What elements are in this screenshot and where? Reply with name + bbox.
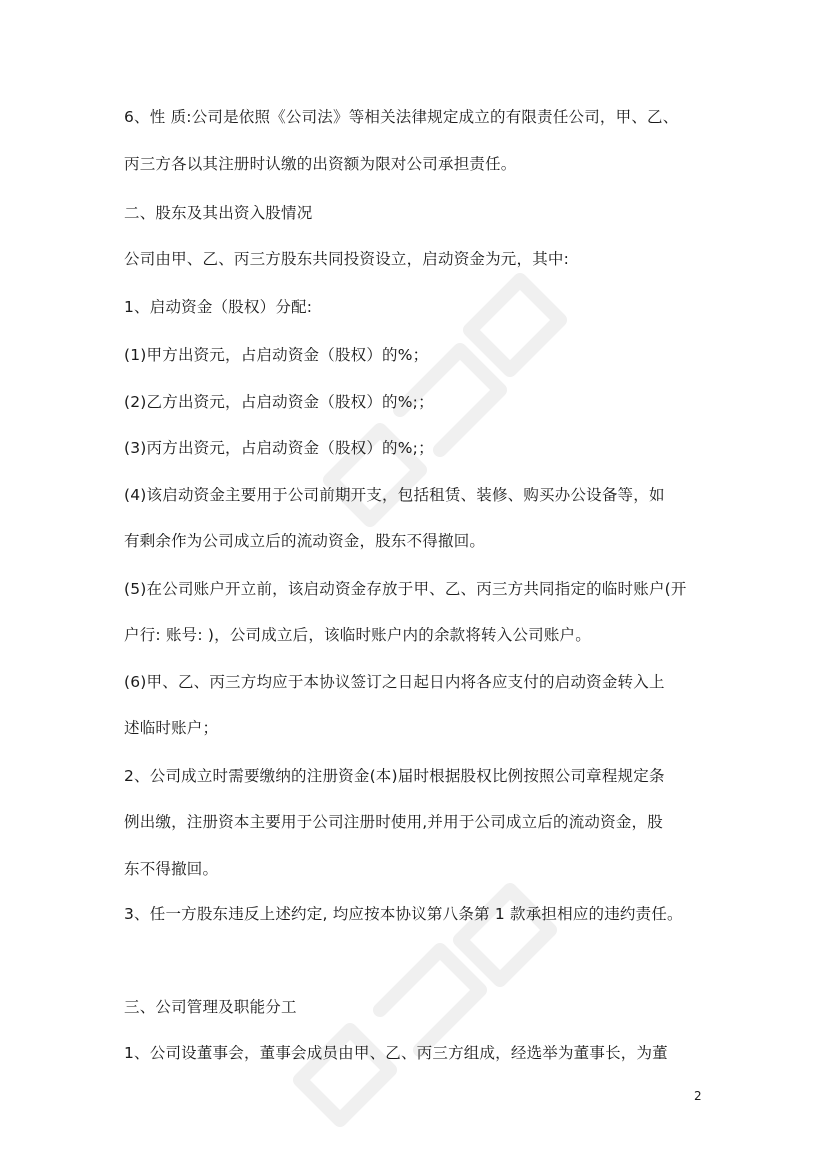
paragraph-line-11: (5)在公司账户开立前，该启动资金存放于甲、乙、丙三方共同指定的临时账户(开 (124, 580, 687, 598)
paragraph-line-16: 例出缴，注册资本主要用于公司注册时使用,并用于公司成立后的流动资金，股 (124, 813, 663, 831)
section-heading-3: 三、公司管理及职能分工 (124, 998, 297, 1016)
paragraph-line-18: 3、任一方股东违反上述约定, 均应按本协议第八条第 1 款承担相应的违约责任。 (124, 905, 683, 923)
paragraph-line-1: 6、性 质:公司是依照《公司法》等相关法律规定成立的有限责任公司，甲、乙、 (124, 108, 679, 126)
page-number: 2 (694, 1089, 702, 1103)
paragraph-line-14: 述临时账户； (124, 719, 219, 737)
paragraph-line-8: (3)丙方出资元，占启动资金（股权）的%;； (124, 439, 434, 457)
section-heading-2: 二、股东及其出资入股情况 (124, 204, 313, 222)
paragraph-line-15: 2、公司成立时需要缴纳的注册资金(本)届时根据股权比例按照公司章程规定条 (124, 767, 665, 785)
paragraph-line-17: 东不得撤回。 (124, 860, 219, 878)
paragraph-line-7: (2)乙方出资元，占启动资金（股权）的%;； (124, 393, 434, 411)
paragraph-line-10: 有剩余作为公司成立后的流动资金，股东不得撤回。 (124, 532, 486, 550)
paragraph-line-12: 户行: 账号: )，公司成立后，该临时账户内的余款将转入公司账户。 (124, 626, 591, 644)
paragraph-line-9: (4)该启动资金主要用于公司前期开支，包括租赁、装修、购买办公设备等，如 (124, 486, 665, 504)
paragraph-line-6: (1)甲方出资元，占启动资金（股权）的%； (124, 346, 429, 364)
paragraph-line-20: 1、公司设董事会，董事会成员由甲、乙、丙三方组成，经选举为董事长，为董 (124, 1044, 668, 1062)
paragraph-line-5: 1、启动资金（股权）分配: (124, 298, 313, 316)
paragraph-line-2: 丙三方各以其注册时认缴的出资额为限对公司承担责任。 (124, 155, 517, 173)
paragraph-line-4: 公司由甲、乙、丙三方股东共同投资设立，启动资金为元，其中: (124, 250, 570, 268)
paragraph-line-13: (6)甲、乙、丙三方均应于本协议签订之日起日内将各应支付的启动资金转入上 (124, 673, 665, 691)
